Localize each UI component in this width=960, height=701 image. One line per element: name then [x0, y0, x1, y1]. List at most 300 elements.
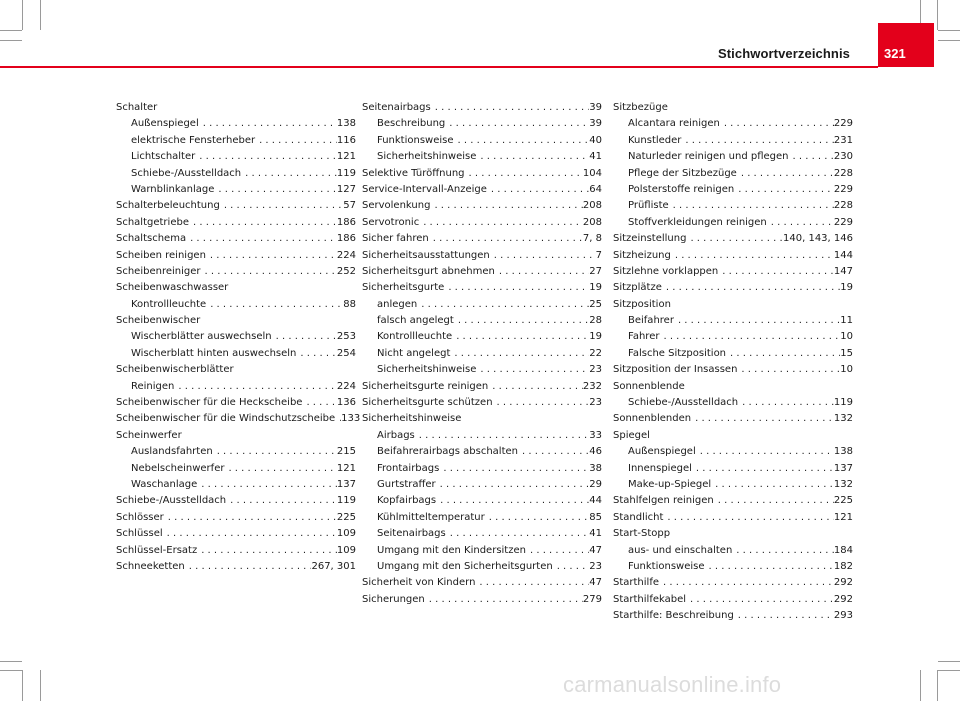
- index-term: Sitzheizung: [613, 249, 671, 261]
- index-term: Nebelscheinwerfer: [131, 462, 225, 474]
- index-term: elektrische Fensterheber: [131, 134, 256, 146]
- page-ref: 47: [589, 577, 602, 589]
- index-term: Falsche Sitzposition: [628, 347, 727, 359]
- page-ref: 230: [833, 151, 853, 163]
- page-ref: 19: [840, 282, 853, 294]
- page-ref: 23: [589, 560, 602, 572]
- index-term: Schalterbeleuchtung: [116, 200, 220, 212]
- index-term: Schiebe-/Ausstelldach: [131, 167, 242, 179]
- index-entry: [613, 264, 853, 280]
- index-term: Wischerblätter auswechseln: [131, 331, 272, 343]
- index-term: Scheibenwischer: [116, 315, 201, 327]
- page-ref: 229: [833, 118, 853, 130]
- page-ref: 19: [589, 331, 602, 343]
- dot-leader: [692, 461, 834, 477]
- crop-mark: [0, 670, 22, 671]
- index-term: Außenspiegel: [131, 118, 199, 130]
- page-ref: 229: [833, 183, 853, 195]
- dot-leader: [201, 264, 337, 280]
- page-ref: 293: [833, 610, 853, 622]
- index-entry: [116, 149, 356, 165]
- dot-leader: [686, 592, 834, 608]
- dot-leader: [705, 559, 834, 575]
- dot-leader: [206, 248, 337, 264]
- dot-leader: [174, 379, 337, 395]
- dot-leader: [197, 477, 337, 493]
- page-ref: 138: [336, 118, 356, 130]
- dot-leader: [669, 198, 834, 214]
- index-entry: [362, 428, 602, 444]
- dot-leader: [518, 444, 589, 460]
- index-entry: [613, 248, 853, 264]
- index-entry: [116, 461, 356, 477]
- page-ref: 137: [833, 462, 853, 474]
- dot-leader: [488, 379, 583, 395]
- index-term: Seitenairbags: [377, 528, 446, 540]
- index-term: Auslandsfahrten: [131, 446, 213, 458]
- index-entry: [362, 329, 602, 345]
- dot-leader: [718, 264, 834, 280]
- watermark: carmanualsonline.info: [563, 672, 782, 697]
- index-entry: [613, 215, 853, 231]
- index-entry: [116, 559, 356, 575]
- index-term: Sicherheitshinweise: [377, 364, 477, 376]
- page-ref: 41: [589, 528, 602, 540]
- index-term: Seitenairbags: [362, 102, 431, 113]
- index-term: Sicherheitshinweise: [362, 413, 462, 425]
- page-ref: 104: [582, 167, 602, 179]
- index-entry: [116, 280, 356, 296]
- page-ref: 182: [833, 560, 853, 572]
- index-term: Beifahrer: [628, 315, 674, 327]
- index-term: Reinigen: [131, 380, 175, 392]
- index-term: Scheibenreiniger: [116, 265, 201, 277]
- dot-leader: [662, 280, 840, 296]
- index-entry: [362, 280, 602, 296]
- page-ref: 232: [582, 380, 602, 392]
- index-term: Naturleder reinigen und pflegen: [628, 151, 789, 163]
- index-entry: [362, 231, 602, 247]
- dot-leader: [199, 116, 337, 132]
- page-ref: 19: [589, 282, 602, 294]
- dot-leader: [439, 461, 589, 477]
- dot-leader: [691, 411, 834, 427]
- page-ref: 23: [589, 397, 602, 409]
- dot-leader: [197, 543, 337, 559]
- dot-leader: [272, 329, 337, 345]
- dot-leader: [526, 543, 589, 559]
- index-entry: [362, 264, 602, 280]
- crop-mark: [40, 670, 41, 701]
- index-entry: [613, 280, 853, 296]
- index-entry: [116, 329, 356, 345]
- dot-leader: [454, 133, 590, 149]
- page-ref: 133: [341, 413, 361, 425]
- index-entry: [362, 510, 602, 526]
- page-ref: 39: [589, 102, 602, 113]
- index-term: Sicherheit von Kindern: [362, 577, 476, 589]
- page-ref: 253: [336, 331, 356, 343]
- dot-leader: [220, 198, 343, 214]
- index-term: Schaltschema: [116, 233, 187, 245]
- index-entry: [116, 444, 356, 460]
- crop-mark: [938, 670, 960, 671]
- page-ref: 10: [840, 364, 853, 376]
- crop-mark: [920, 670, 921, 701]
- index-entry: [116, 395, 356, 411]
- index-term: Sonnenblenden: [613, 413, 692, 425]
- index-entry: [362, 461, 602, 477]
- index-term: Sicherheitsgurte reinigen: [362, 380, 489, 392]
- index-entry: [116, 264, 356, 280]
- page-ref: 46: [589, 446, 602, 458]
- index-term: Airbags: [377, 429, 415, 441]
- page-ref: 25: [589, 298, 602, 310]
- page-ref: 292: [833, 593, 853, 605]
- header-rule: [0, 66, 878, 68]
- index-entry: [116, 231, 356, 247]
- index-entry: [362, 166, 602, 182]
- index-entry: [362, 133, 602, 149]
- index-entry: [116, 248, 356, 264]
- page-ref: 28: [589, 315, 602, 327]
- dot-leader: [720, 116, 834, 132]
- page-ref: 22: [589, 347, 602, 359]
- index-term: Servolenkung: [362, 200, 431, 212]
- index-entry: [116, 182, 356, 198]
- index-entry: [116, 116, 356, 132]
- page-ref: 119: [833, 397, 853, 409]
- page-ref: 109: [336, 528, 356, 540]
- dot-leader: [195, 149, 337, 165]
- index-entry: [613, 477, 853, 493]
- crop-mark: [938, 30, 960, 31]
- dot-leader: [671, 248, 834, 264]
- index-entry: [362, 182, 602, 198]
- index-entry: [362, 444, 602, 460]
- index-entry: [613, 346, 853, 362]
- index-entry: [613, 526, 853, 542]
- index-entry: [613, 592, 853, 608]
- index-entry: [116, 543, 356, 559]
- dot-leader: [213, 444, 337, 460]
- index-term: Servotronic: [362, 216, 420, 228]
- index-term: Schlösser: [116, 511, 164, 523]
- page-ref: 184: [833, 544, 853, 556]
- page-ref: 41: [589, 151, 602, 163]
- dot-leader: [302, 395, 336, 411]
- index-entry: [613, 313, 853, 329]
- index-term: Sitzposition: [613, 298, 671, 310]
- dot-leader: [431, 100, 590, 116]
- index-term: Wischerblatt hinten auswechseln: [131, 347, 297, 359]
- page-ref: 292: [833, 577, 853, 589]
- index-entry: [613, 411, 853, 427]
- index-term: Selektive Türöffnung: [362, 167, 465, 179]
- dot-leader: [419, 215, 583, 231]
- dot-leader: [495, 264, 589, 280]
- page-ref: 64: [589, 183, 602, 195]
- dot-leader: [241, 166, 337, 182]
- index-term: Sonnenblende: [613, 380, 685, 392]
- index-entry: [116, 133, 356, 149]
- page-ref: 7: [595, 249, 602, 261]
- index-term: Nicht angelegt: [377, 347, 451, 359]
- dot-leader: [476, 362, 589, 378]
- page-ref: 267, 301: [311, 560, 356, 572]
- page-ref: 27: [589, 265, 602, 277]
- page-ref: 224: [336, 380, 356, 392]
- dot-leader: [732, 543, 834, 559]
- dot-leader: [738, 395, 834, 411]
- page-ref: 15: [840, 347, 853, 359]
- index-entry: [116, 510, 356, 526]
- page-ref: 208: [582, 216, 602, 228]
- section-title: Stichwortverzeichnis: [717, 46, 850, 61]
- page-ref: 121: [336, 462, 356, 474]
- index-term: Scheibenwischer für die Heckscheibe: [116, 397, 303, 409]
- index-term: Sicherheitshinweise: [377, 151, 477, 163]
- page-ref: 119: [336, 495, 356, 507]
- dot-leader: [163, 526, 337, 542]
- page-ref: 140, 143, 146: [783, 233, 853, 245]
- index-term: aus- und einschalten: [628, 544, 733, 556]
- page-ref: 109: [336, 544, 356, 556]
- index-term: Sitzplätze: [613, 282, 662, 294]
- index-term: Beifahrerairbags abschalten: [377, 446, 519, 458]
- dot-leader: [224, 461, 336, 477]
- page-ref: 29: [589, 478, 602, 490]
- index-entry: [116, 215, 356, 231]
- dot-leader: [436, 477, 590, 493]
- index-term: Make-up-Spiegel: [628, 478, 712, 490]
- page-ref: 254: [336, 347, 356, 359]
- dot-leader: [734, 182, 834, 198]
- index-term: Standlicht: [613, 511, 664, 523]
- index-term: Funktionsweise: [377, 134, 454, 146]
- index-term: Sitzeinstellung: [613, 233, 687, 245]
- index-column-3: [613, 100, 853, 625]
- index-entry: [362, 395, 602, 411]
- dot-leader: [452, 329, 589, 345]
- page-ref: 186: [336, 216, 356, 228]
- dot-leader: [450, 346, 589, 362]
- index-term: Prüfliste: [628, 200, 669, 212]
- index-entry: [362, 100, 602, 116]
- dot-leader: [659, 329, 840, 345]
- index-entry: [362, 493, 602, 509]
- page-ref: 121: [336, 151, 356, 163]
- dot-leader: [490, 248, 596, 264]
- page-ref: 44: [589, 495, 602, 507]
- dot-leader: [255, 133, 337, 149]
- page-ref: 215: [336, 446, 356, 458]
- index-entry: [116, 493, 356, 509]
- crop-mark: [0, 40, 22, 41]
- index-entry: [613, 198, 853, 214]
- dot-leader: [444, 280, 589, 296]
- dot-leader: [734, 608, 834, 624]
- index-term: Innenspiegel: [628, 462, 692, 474]
- dot-leader: [737, 166, 834, 182]
- index-term: Kopfairbags: [377, 495, 437, 507]
- page-ref: 147: [833, 265, 853, 277]
- index-term: Warnblinkanlage: [131, 183, 215, 195]
- page-ref: 144: [833, 249, 853, 261]
- index-entry: [116, 297, 356, 313]
- index-term: Scheinwerfer: [116, 429, 182, 441]
- dot-leader: [214, 182, 337, 198]
- index-term: Starthilfe: Beschreibung: [613, 610, 734, 622]
- index-entry: [362, 215, 602, 231]
- index-term: Kunstleder: [628, 134, 682, 146]
- index-term: falsch angelegt: [377, 315, 454, 327]
- page-ref: 7, 8: [582, 233, 602, 245]
- index-entry: [613, 116, 853, 132]
- dot-leader: [446, 526, 590, 542]
- dot-leader: [475, 575, 589, 591]
- page-ref: 231: [833, 134, 853, 146]
- index-entry: [362, 362, 602, 378]
- page-ref: 225: [833, 495, 853, 507]
- crop-mark: [22, 670, 23, 701]
- page-ref: 40: [589, 134, 602, 146]
- index-entry: [116, 100, 356, 116]
- index-term: Starthilfekabel: [613, 593, 687, 605]
- dot-leader: [476, 149, 589, 165]
- index-entry: [362, 543, 602, 559]
- index-entry: [613, 100, 853, 116]
- page-ref: 186: [336, 233, 356, 245]
- index-term: Waschanlage: [131, 478, 198, 490]
- index-term: Alcantara reinigen: [628, 118, 720, 130]
- dot-leader: [789, 149, 834, 165]
- index-term: Sicherheitsgurte schützen: [362, 397, 493, 409]
- index-entry: [362, 592, 602, 608]
- page-ref: 279: [582, 593, 602, 605]
- index-entry: [613, 608, 853, 624]
- index-term: anlegen: [377, 298, 418, 310]
- page-ref: 47: [589, 544, 602, 556]
- index-entry: [362, 297, 602, 313]
- dot-leader: [686, 231, 783, 247]
- dot-leader: [206, 297, 343, 313]
- index-term: Stahlfelgen reinigen: [613, 495, 714, 507]
- index-term: Kontrollleuchte: [377, 331, 453, 343]
- crop-mark: [938, 661, 960, 662]
- index-entry: [362, 116, 602, 132]
- index-term: Kontrollleuchte: [131, 298, 207, 310]
- index-term: Scheibenwischerblätter: [116, 364, 234, 376]
- index-term: Starthilfe: [613, 577, 659, 589]
- index-term: Sicherungen: [362, 593, 425, 605]
- page-ref: 137: [336, 478, 356, 490]
- page-ref: 121: [833, 511, 853, 523]
- page-ref: 116: [336, 134, 356, 146]
- index-term: Funktionsweise: [628, 560, 705, 572]
- index-entry: [362, 346, 602, 362]
- page-ref: 132: [833, 478, 853, 490]
- index-term: Scheibenwaschwasser: [116, 282, 229, 294]
- page-ref: 138: [833, 446, 853, 458]
- index-entry: [116, 379, 356, 395]
- page-ref: 224: [336, 249, 356, 261]
- index-term: Schaltgetriebe: [116, 216, 189, 228]
- page-ref: 85: [589, 511, 602, 523]
- dot-leader: [696, 444, 834, 460]
- dot-leader: [296, 346, 337, 362]
- page-ref: 88: [343, 298, 356, 310]
- dot-leader: [436, 493, 589, 509]
- dot-leader: [714, 493, 834, 509]
- dot-leader: [674, 313, 840, 329]
- index-entry: [362, 313, 602, 329]
- index-entry: [116, 428, 356, 444]
- page-ref: 225: [336, 511, 356, 523]
- page-ref: 33: [589, 429, 602, 441]
- index-entry: [362, 379, 602, 395]
- index-term: Schneeketten: [116, 560, 185, 572]
- index-entry: [613, 395, 853, 411]
- index-term: Schalter: [116, 102, 158, 113]
- index-term: Polsterstoffe reinigen: [628, 183, 735, 195]
- dot-leader: [185, 559, 312, 575]
- page-ref: 39: [589, 118, 602, 130]
- page-ref: 229: [833, 216, 853, 228]
- dot-leader: [415, 428, 590, 444]
- crop-mark: [937, 670, 938, 701]
- index-column-2: [362, 100, 602, 608]
- page-ref: 136: [336, 397, 356, 409]
- dot-leader: [454, 313, 589, 329]
- index-term: Umgang mit den Kindersitzen: [377, 544, 526, 556]
- dot-leader: [487, 182, 589, 198]
- index-entry: [613, 379, 853, 395]
- index-entry: [362, 411, 602, 427]
- index-entry: [116, 198, 356, 214]
- index-term: Fahrer: [628, 331, 660, 343]
- page-ref: 132: [833, 413, 853, 425]
- dot-leader: [425, 592, 583, 608]
- index-entry: [613, 510, 853, 526]
- index-entry: [362, 198, 602, 214]
- index-entry: [613, 231, 853, 247]
- index-term: Sitzposition der Insassen: [613, 364, 738, 376]
- index-term: Sicherheitsgurt abnehmen: [362, 265, 495, 277]
- index-term: Gurtstraffer: [377, 478, 436, 490]
- index-entry: [613, 493, 853, 509]
- index-term: Start-Stopp: [613, 528, 671, 540]
- index-entry: [116, 313, 356, 329]
- index-term: Schiebe-/Ausstelldach: [116, 495, 227, 507]
- page-ref: 23: [589, 364, 602, 376]
- index-entry: [613, 444, 853, 460]
- index-entry: [613, 543, 853, 559]
- dot-leader: [417, 297, 589, 313]
- index-entry: [116, 411, 361, 427]
- index-entry: [362, 149, 602, 165]
- page-number: 321: [884, 46, 906, 61]
- index-term: Beschreibung: [377, 118, 446, 130]
- index-term: Sicherheitsgurte: [362, 282, 445, 294]
- index-entry: [362, 477, 602, 493]
- index-entry: [362, 575, 602, 591]
- dot-leader: [186, 231, 337, 247]
- index-term: Außenspiegel: [628, 446, 696, 458]
- index-term: Scheiben reinigen: [116, 249, 206, 261]
- dot-leader: [711, 477, 834, 493]
- dot-leader: [164, 510, 337, 526]
